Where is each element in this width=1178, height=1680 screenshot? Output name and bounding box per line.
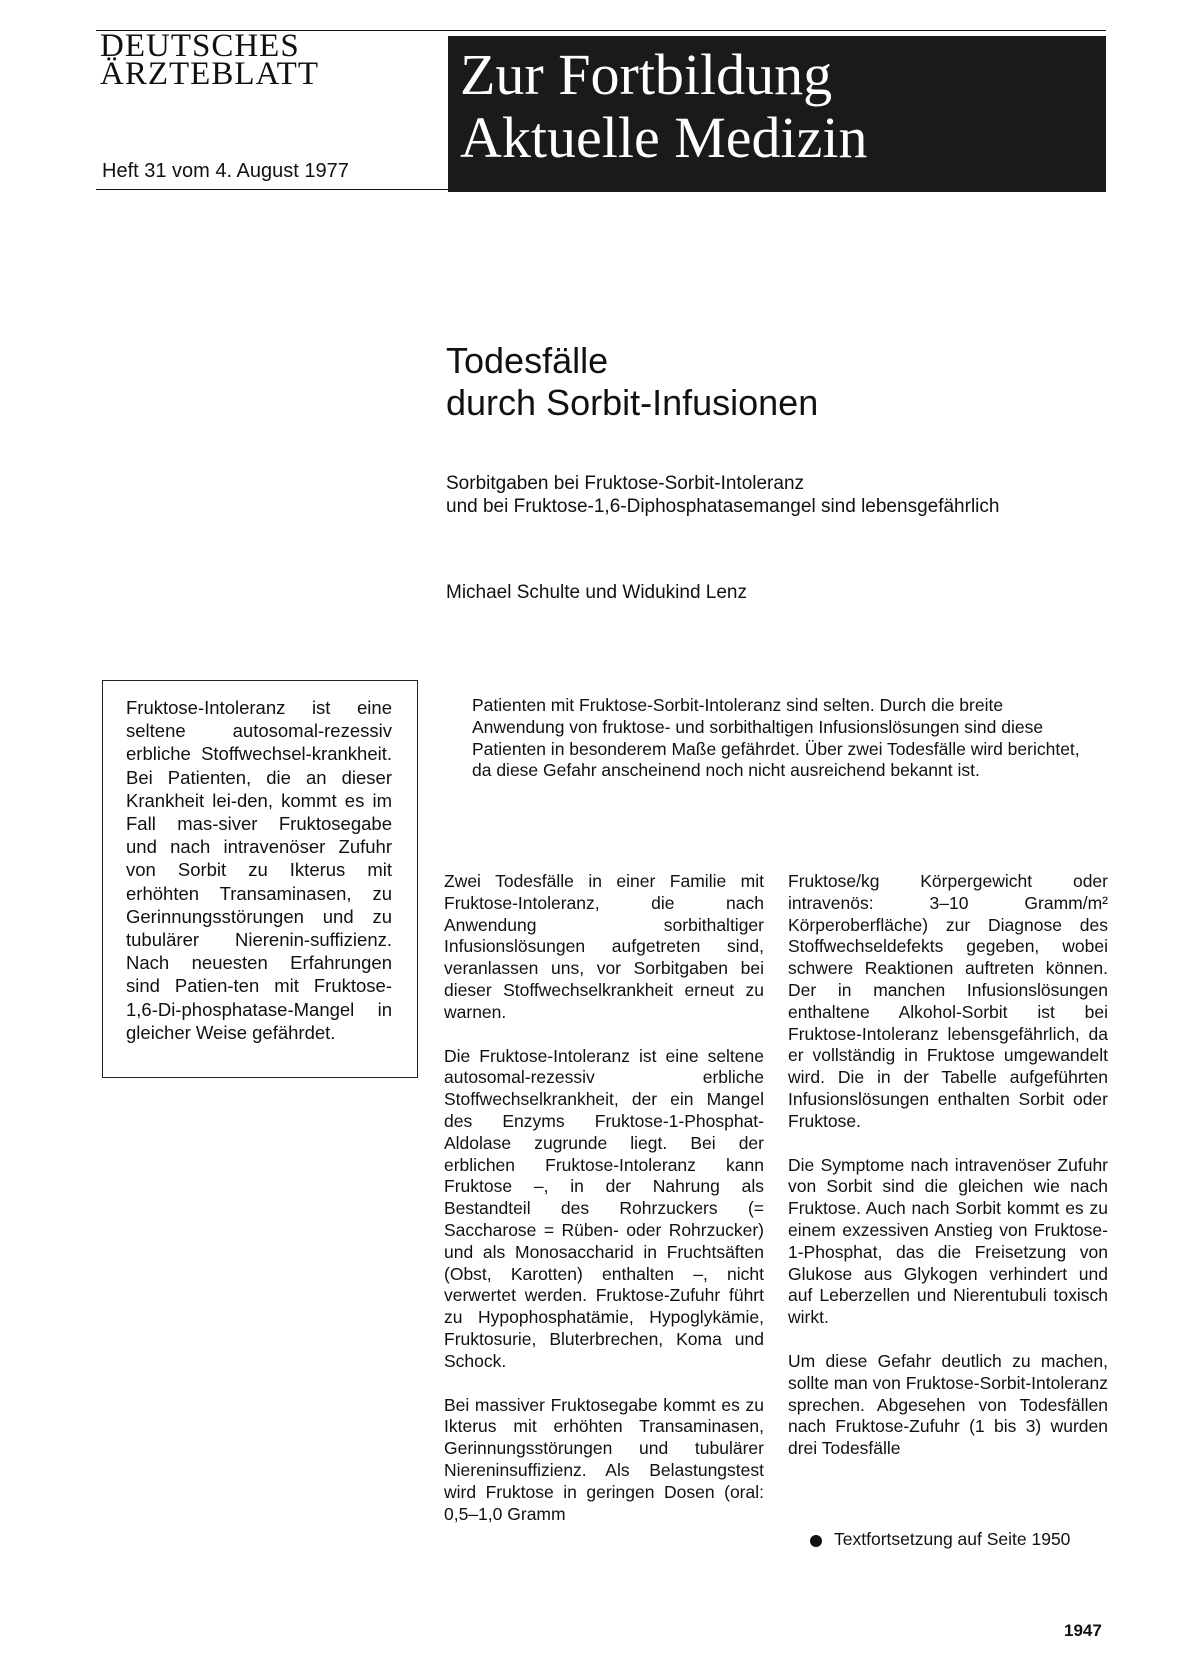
bullet-icon xyxy=(810,1535,822,1547)
body-paragraph: Die Fruktose-Intoleranz ist eine seltene autosomal-rezessiv erbliche Stoffwechselkrankheit, der ein Mangel des Enzyms Fruktose-1-Phosphat-Aldolase zugrunde liegt. Bei der erblichen Fruktose-Intoleranz kann Fruktose –, in der Nahrung als Bestandteil des Rohrzuckers (= Saccharose = Rüben- oder Rohrzucker) und als Monosaccharid in Fruchtsäften (Obst, Karotten) enthalten –, nicht verwertet werden. Fruktose-Zufuhr führt zu Hypophosphatämie, Hypoglykämie, Fruktosurie, Bluterbrechen, Koma und Schock. xyxy=(444,1045,764,1371)
article-subtitle-line2: und bei Fruktose-1,6-Diphosphatasemangel sind lebensgefährlich xyxy=(446,496,1000,517)
article-headline-line2: durch Sorbit-Infusionen xyxy=(446,382,819,423)
article-authors: Michael Schulte und Widukind Lenz xyxy=(446,582,748,603)
body-paragraph: Fruktose/kg Körpergewicht oder intravenös: 3–10 Gramm/m² Körperoberfläche) zur Diagnose des Stoffwechseldefekts gegeben, wobei schwere Reaktionen auftreten können. Der in manchen Infusionslösungen enthaltene Alkohol-Sorbit ist bei Fruktose-Intoleranz lebensgefährlich, da er vollständig in Fruktose umgewandelt wird. Die in der Tabelle aufgeführten Infusionslösungen enthalten Sorbit oder Fruktose. xyxy=(788,871,1108,1131)
masthead-bottom-rule xyxy=(96,189,448,190)
section-banner xyxy=(448,36,1106,192)
page-number: 1947 xyxy=(1064,1621,1102,1640)
journal-title xyxy=(100,28,420,92)
journal-title-line2: ÄRZTEBLATT xyxy=(100,56,319,92)
continuation-note: Textfortsetzung auf Seite 1950 xyxy=(834,1529,1071,1549)
body-paragraph: Bei massiver Fruktosegabe kommt es zu Ikterus mit erhöhten Transaminasen, Gerinnungsstörungen und tubulärer Niereninsuffizienz. Als Belastungstest wird Fruktose in geringen Dosen (oral: 0,5–1,0 Gramm xyxy=(444,1394,764,1524)
article-headline-line1: Todesfälle xyxy=(446,340,609,381)
section-banner-line1: Zur Fortbildung xyxy=(460,42,833,107)
body-paragraph: Um diese Gefahr deutlich zu machen, sollte man von Fruktose-Sorbit-Intoleranz sprechen. Abgesehen von Todesfällen nach Fruktose-Zufuhr (1 bis 3) wurden drei Todesfälle xyxy=(788,1350,1108,1459)
body-column-left xyxy=(444,871,764,1547)
section-banner-line2: Aktuelle Medizin xyxy=(460,105,868,170)
summary-text: Fruktose-Intoleranz ist eine seltene autosomal-rezessiv erbliche Stoffwechsel-krankheit. Bei Patienten, die an dieser Krankheit lei-den, kommt es im Fall mas-siver Fruktosegabe und nach intravenöser Zufuhr von Sorbit zu Ikterus mit erhöhten Transaminasen, zu Gerinnungsstörungen und zu tubulärer Nierenin-suffizienz. Nach neuesten Erfahrungen sind Patien-ten mit Fruktose-1,6-Di-phosphatase-Mangel in gleicher Weise gefährdet. xyxy=(126,697,392,1043)
journal-title-line1: DEUTSCHES xyxy=(100,28,300,64)
issue-date: Heft 31 vom 4. August 1977 xyxy=(102,160,349,182)
article-headline xyxy=(446,340,818,424)
body-paragraph: Die Symptome nach intravenöser Zufuhr von Sorbit sind die gleichen wie nach Fruktose. Auch nach Sorbit kommt es zu einem exzessiven Anstieg von Fruktose-1-Phosphat, das die Freisetzung von Glukose aus Glykogen verhindert und auf Leberzellen und Nierentubuli toxisch wirkt. xyxy=(788,1154,1108,1328)
article-subtitle-line1: Sorbitgaben bei Fruktose-Sorbit-Intoleranz xyxy=(446,473,805,494)
article-abstract: Patienten mit Fruktose-Sorbit-Intoleranz sind selten. Durch die breite Anwendung von fruktose- und sorbithaltigen Infusionslösungen sind diese Patienten in besonderem Maße gefährdet. Über zwei Todesfälle wird berichtet, da diese Gefahr anscheinend noch nicht ausreichend bekannt ist. xyxy=(472,695,1080,781)
body-paragraph: Zwei Todesfälle in einer Familie mit Fruktose-Intoleranz, die nach Anwendung sorbithaltiger Infusionslösungen aufgetreten sind, veranlassen uns, vor Sorbitgaben bei dieser Stoffwechselkrankheit erneut zu warnen. xyxy=(444,871,764,1022)
body-column-right xyxy=(788,871,1108,1482)
article-subtitle xyxy=(446,472,999,518)
